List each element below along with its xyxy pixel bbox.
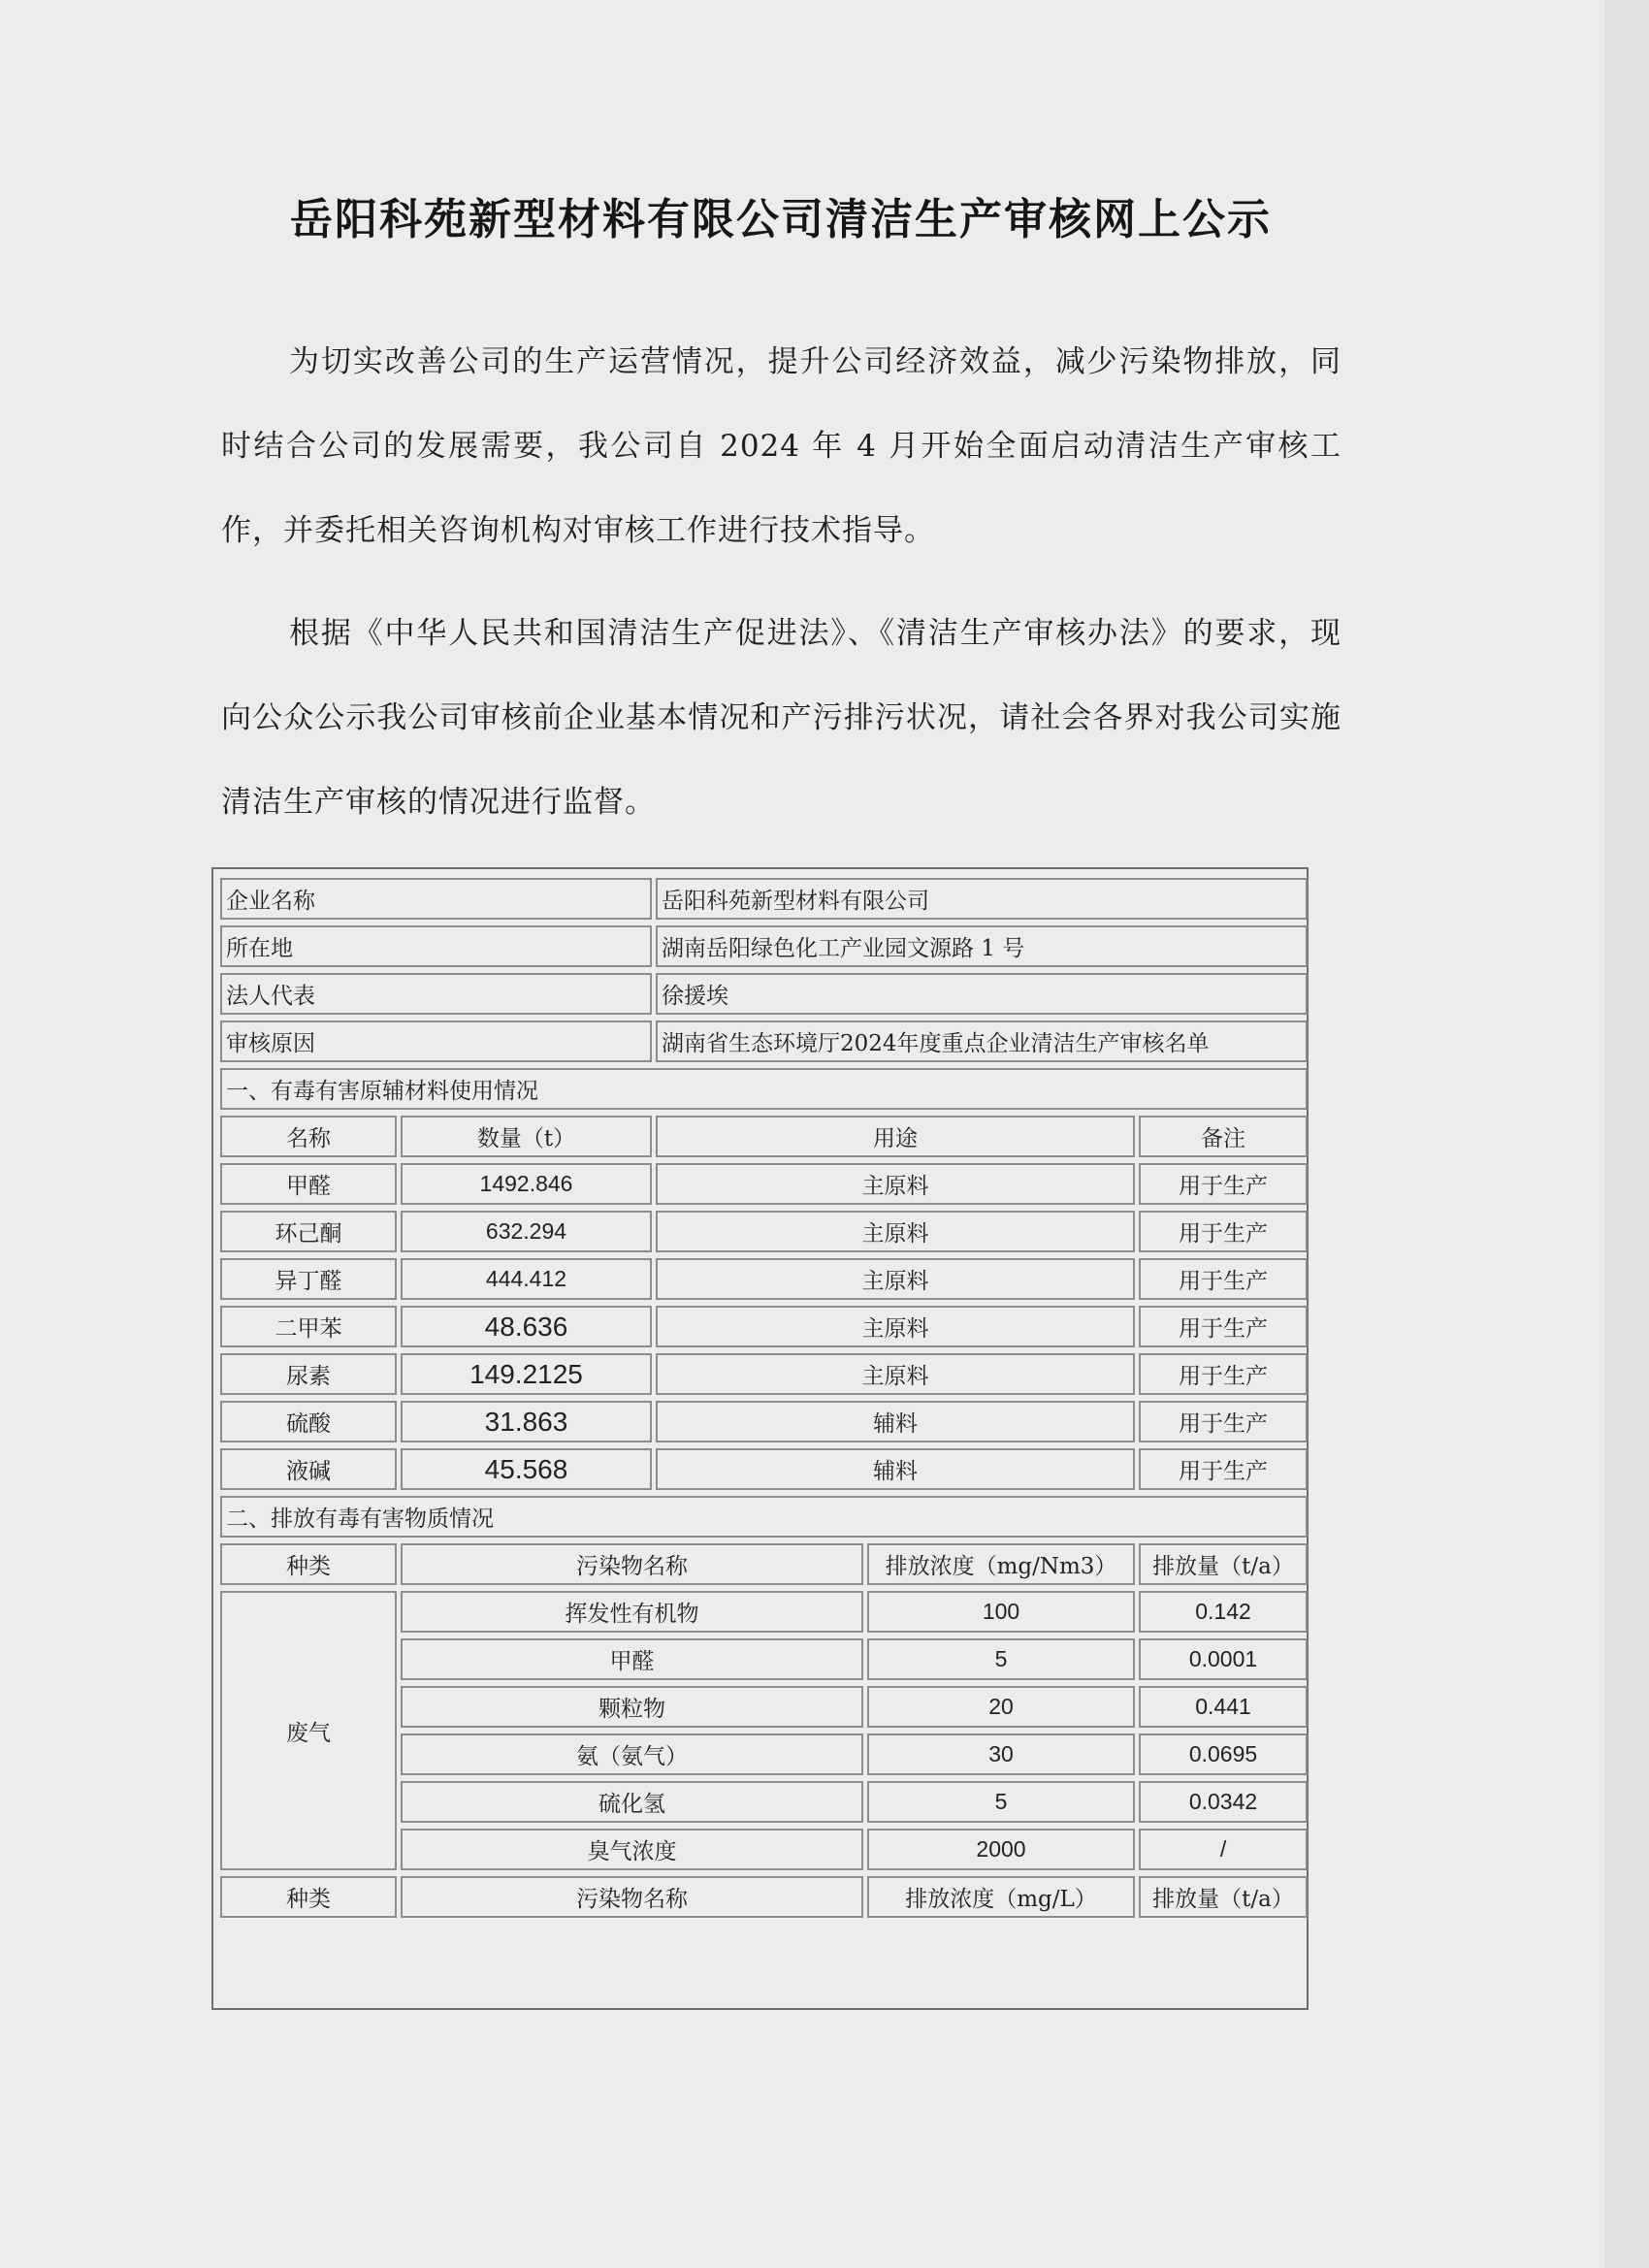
header-cell: 排放浓度（mg/Nm3） xyxy=(867,1543,1135,1585)
section1-title-row xyxy=(220,1068,1308,1110)
material-quantity: 149.2125 xyxy=(401,1353,652,1395)
material-note: 用于生产 xyxy=(1139,1353,1308,1395)
scan-edge xyxy=(1604,0,1649,2268)
water-header-row xyxy=(220,1876,1308,1918)
pollutant-amount: 0.0342 xyxy=(1139,1781,1308,1823)
pollutant-concentration: 5 xyxy=(867,1638,1135,1680)
pollutant-name: 挥发性有机物 xyxy=(401,1591,863,1633)
header-cell: 污染物名称 xyxy=(401,1543,863,1585)
material-use: 辅料 xyxy=(656,1448,1135,1490)
material-quantity: 1492.846 xyxy=(401,1163,652,1205)
table-row xyxy=(220,1448,1308,1490)
pollutant-name: 颗粒物 xyxy=(401,1686,863,1728)
section1-header-row xyxy=(220,1116,1308,1157)
header-cell: 污染物名称 xyxy=(401,1876,863,1918)
table-row xyxy=(220,1163,1308,1205)
info-label: 所在地 xyxy=(220,925,652,967)
disclosure-table xyxy=(211,867,1309,2010)
table-row xyxy=(220,1591,1308,1633)
material-note: 用于生产 xyxy=(1139,1163,1308,1205)
material-note: 用于生产 xyxy=(1139,1258,1308,1300)
material-note: 用于生产 xyxy=(1139,1401,1308,1442)
material-use: 辅料 xyxy=(656,1401,1135,1442)
header-cell: 种类 xyxy=(220,1876,397,1918)
info-label: 审核原因 xyxy=(220,1021,652,1062)
table-row xyxy=(220,1353,1308,1395)
section-title: 一、有毒有害原辅材料使用情况 xyxy=(220,1068,1308,1110)
material-quantity: 444.412 xyxy=(401,1258,652,1300)
pollutant-name: 硫化氢 xyxy=(401,1781,863,1823)
pollutant-amount: 0.0001 xyxy=(1139,1638,1308,1680)
pollutant-name: 氨（氨气） xyxy=(401,1733,863,1775)
info-value: 湖南省生态环境厅2024年度重点企业清洁生产审核名单 xyxy=(656,1021,1308,1062)
material-name: 环己酮 xyxy=(220,1211,397,1252)
pollutant-amount: 0.142 xyxy=(1139,1591,1308,1633)
material-name: 尿素 xyxy=(220,1353,397,1395)
header-cell: 排放量（t/a） xyxy=(1139,1876,1308,1918)
material-name: 异丁醛 xyxy=(220,1258,397,1300)
info-value: 岳阳科苑新型材料有限公司 xyxy=(656,878,1308,920)
paragraph-intro: 为切实改善公司的生产运营情况，提升公司经济效益，减少污染物排放，同时结合公司的发展需要，我公司自 2024 年 4 月开始全面启动清洁生产审核工作，并委托相关咨询机构对审核工作进行技术指导。 xyxy=(221,344,1342,548)
section2-header-row xyxy=(220,1543,1308,1585)
info-row-location xyxy=(220,925,1308,967)
material-note: 用于生产 xyxy=(1139,1448,1308,1490)
header-cell: 种类 xyxy=(220,1543,397,1585)
section-title: 二、排放有毒有害物质情况 xyxy=(220,1496,1308,1538)
pollutant-name: 臭气浓度 xyxy=(401,1829,863,1870)
document-title: 岳阳科苑新型材料有限公司清洁生产审核网上公示 xyxy=(290,195,1272,244)
info-row-legal-rep xyxy=(220,973,1308,1015)
header-cell: 名称 xyxy=(220,1116,397,1157)
pollutant-concentration: 100 xyxy=(867,1591,1135,1633)
material-use: 主原料 xyxy=(656,1353,1135,1395)
pollutant-concentration: 5 xyxy=(867,1781,1135,1823)
table-row xyxy=(220,1401,1308,1442)
material-note: 用于生产 xyxy=(1139,1306,1308,1347)
header-cell: 排放浓度（mg/L） xyxy=(867,1876,1135,1918)
material-use: 主原料 xyxy=(656,1211,1135,1252)
material-name: 甲醛 xyxy=(220,1163,397,1205)
pollutant-concentration: 2000 xyxy=(867,1829,1135,1870)
emission-category: 废气 xyxy=(220,1591,397,1870)
header-cell: 数量（t） xyxy=(401,1116,652,1157)
material-name: 硫酸 xyxy=(220,1401,397,1442)
paragraph-basis: 根据《中华人民共和国清洁生产促进法》、《清洁生产审核办法》的要求，现向公众公示我公司审核前企业基本情况和产污排污状况，请社会各界对我公司实施清洁生产审核的情况进行监督。 xyxy=(221,616,1342,820)
material-name: 二甲苯 xyxy=(220,1306,397,1347)
material-quantity: 48.636 xyxy=(401,1306,652,1347)
pollutant-amount: 0.441 xyxy=(1139,1686,1308,1728)
pollutant-amount: 0.0695 xyxy=(1139,1733,1308,1775)
header-cell: 用途 xyxy=(656,1116,1135,1157)
info-row-audit-reason xyxy=(220,1021,1308,1062)
pollutant-concentration: 30 xyxy=(867,1733,1135,1775)
info-value: 湖南岳阳绿色化工产业园文源路 1 号 xyxy=(656,925,1308,967)
info-label: 法人代表 xyxy=(220,973,652,1015)
material-name: 液碱 xyxy=(220,1448,397,1490)
table-row xyxy=(220,1258,1308,1300)
info-value: 徐援埃 xyxy=(656,973,1308,1015)
material-quantity: 31.863 xyxy=(401,1401,652,1442)
pollutant-amount: / xyxy=(1139,1829,1308,1870)
material-quantity: 632.294 xyxy=(401,1211,652,1252)
header-cell: 备注 xyxy=(1139,1116,1308,1157)
section2-title-row xyxy=(220,1496,1308,1538)
table-row xyxy=(220,1306,1308,1347)
table-row xyxy=(220,1211,1308,1252)
info-label: 企业名称 xyxy=(220,878,652,920)
material-use: 主原料 xyxy=(656,1163,1135,1205)
info-row-company xyxy=(220,878,1308,920)
material-note: 用于生产 xyxy=(1139,1211,1308,1252)
material-use: 主原料 xyxy=(656,1306,1135,1347)
pollutant-name: 甲醛 xyxy=(401,1638,863,1680)
material-quantity: 45.568 xyxy=(401,1448,652,1490)
pollutant-concentration: 20 xyxy=(867,1686,1135,1728)
material-use: 主原料 xyxy=(656,1258,1135,1300)
header-cell: 排放量（t/a） xyxy=(1139,1543,1308,1585)
